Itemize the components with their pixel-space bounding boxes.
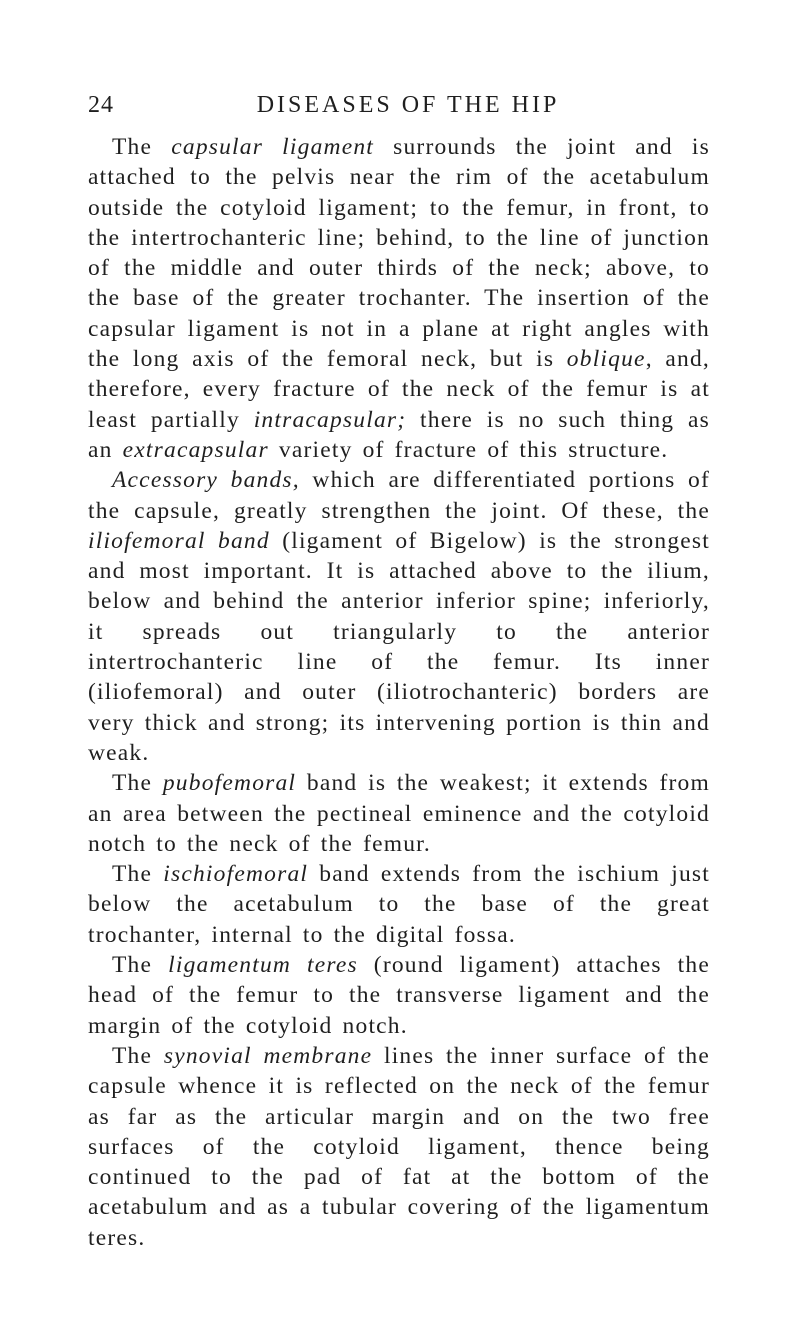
- paragraph: [88, 1041, 710, 1253]
- text-run: (round ligament) attaches the head of the femur to the transverse ligament and the margin of the cotyloid notch.: [88, 952, 710, 1039]
- paragraph: [88, 950, 710, 1041]
- running-head: [88, 92, 728, 128]
- italic-term: ischiofemoral: [163, 861, 309, 888]
- body-text: [88, 132, 710, 1253]
- text-run: The: [112, 952, 169, 979]
- text-run: The: [112, 134, 172, 160]
- chapter-title: DISEASES OF THE HIP: [256, 92, 560, 118]
- text-run: , and, therefore, every fracture of the neck of the femur is at least partially: [88, 346, 710, 433]
- page-number: 24: [88, 92, 114, 118]
- paragraph: [88, 465, 710, 768]
- text-run: surrounds the joint and is attached to the pelvis near the rim of the acetabulum outside the cotyloid ligament; to the femur, in front, to the intertrochanteric line; behind, to the line of junction of the middle and outer thirds of the neck; above, to the base of the greater trochanter. The insertion of the capsular ligament is not in a plane at right angles with the long axis of the femoral neck, but is: [88, 134, 710, 373]
- text-run: The: [112, 770, 163, 797]
- text-run: The: [112, 861, 164, 888]
- text-run: The: [112, 1042, 164, 1069]
- paragraph: [88, 768, 710, 859]
- italic-term: iliofemoral band: [88, 527, 270, 554]
- text-run: (ligament of Bigelow) is the strongest and most important. It is attached above to the ilium, below and behind the anterior inferior spine; inferiorly, it spreads out triangularly to the anterior intertrochanteric line of the femur. Its inner (iliofemoral) and outer (iliotrochanteric) borders are very thick and strong; its intervening portion is thin and weak.: [88, 527, 710, 766]
- italic-term: synovial membrane: [163, 1042, 373, 1069]
- italic-term: pubofemoral: [162, 770, 297, 797]
- text-run: there is no such thing as an: [88, 406, 710, 463]
- italic-term: ligamentum teres: [168, 952, 358, 979]
- italic-term: Accessory bands,: [112, 467, 300, 494]
- text-run: which are differentiated portions of the capsule, greatly strengthen the joint. Of these, the: [88, 467, 710, 524]
- italic-term: extracapsular: [122, 436, 269, 463]
- italic-term: capsular ligament: [171, 134, 375, 160]
- italic-term: intracapsular;: [253, 406, 407, 433]
- italic-term: oblique: [566, 346, 646, 373]
- text-run: lines the inner surface of the capsule whence it is reflected on the neck of the femur as far as the articular margin and on the two free surfaces of the cotyloid ligament, thence being continued to the pad of fat at the bottom of the acetabulum and as a tubular covering of the ligamentum teres.: [88, 1042, 710, 1251]
- paragraph: [88, 132, 710, 465]
- text-run: band extends from the ischium just below the acetabulum to the base of the great trochanter, internal to the digital fossa.: [88, 861, 710, 948]
- text-run: variety of fracture of this structure.: [268, 436, 669, 463]
- paragraph: [88, 859, 710, 950]
- text-run: band is the weakest; it extends from an area between the pectineal eminence and the cotyloid notch to the neck of the femur.: [88, 770, 710, 857]
